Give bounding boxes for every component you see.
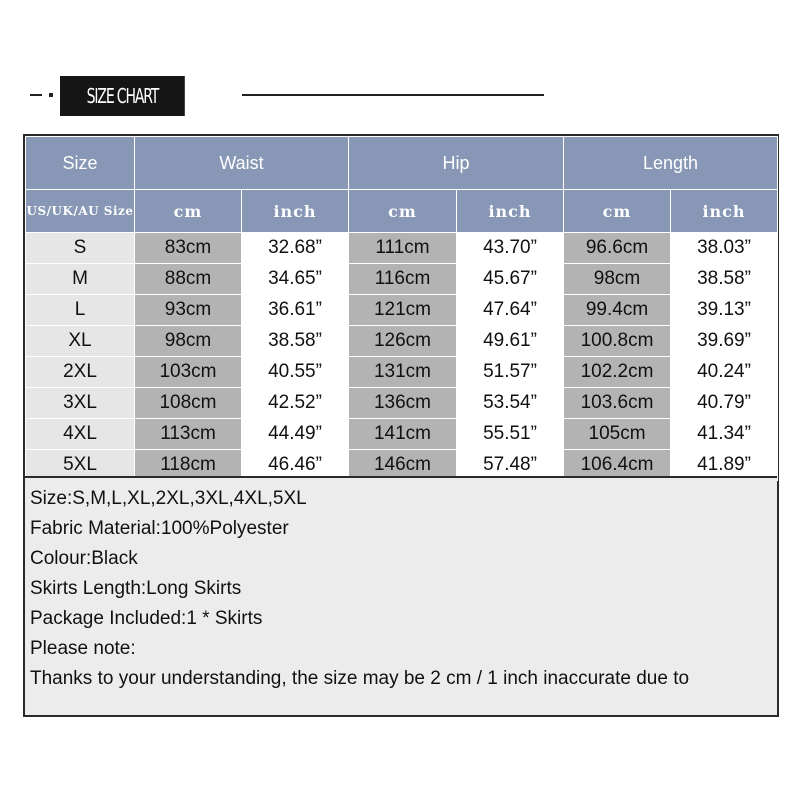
- note-sizes: Size:S,M,L,XL,2XL,3XL,4XL,5XL: [30, 488, 307, 509]
- waist-inch-cell: 32.68”: [242, 233, 349, 264]
- hip-cm-cell: 136cm: [349, 388, 457, 419]
- col-header-waist: Waist: [135, 137, 349, 190]
- waist-inch-cell: 40.55”: [242, 357, 349, 388]
- length-cm-cell: 103.6cm: [564, 388, 671, 419]
- hip-cm-cell: 116cm: [349, 264, 457, 295]
- note-length: Skirts Length:Long Skirts: [30, 578, 242, 599]
- waist-inch-cell: 38.58”: [242, 326, 349, 357]
- length-cm-cell: 98cm: [564, 264, 671, 295]
- waist-cm-cell: 118cm: [135, 450, 242, 481]
- subheader-waist-inch: inch: [242, 190, 349, 233]
- hip-inch-cell: 45.67”: [457, 264, 564, 295]
- waist-cm-cell: 88cm: [135, 264, 242, 295]
- header-rule: [242, 94, 544, 96]
- length-cm-cell: 102.2cm: [564, 357, 671, 388]
- table-row: [26, 388, 778, 419]
- hip-inch-cell: 53.54”: [457, 388, 564, 419]
- waist-cm-cell: 103cm: [135, 357, 242, 388]
- header-dot: [49, 93, 53, 97]
- hip-cm-cell: 141cm: [349, 419, 457, 450]
- waist-cm-cell: 83cm: [135, 233, 242, 264]
- waist-inch-cell: 42.52”: [242, 388, 349, 419]
- length-inch-cell: 41.89”: [671, 450, 778, 481]
- length-inch-cell: 38.03”: [671, 233, 778, 264]
- size-cell: XL: [26, 326, 135, 357]
- table-row: [26, 357, 778, 388]
- hip-inch-cell: 49.61”: [457, 326, 564, 357]
- length-cm-cell: 106.4cm: [564, 450, 671, 481]
- size-cell: 2XL: [26, 357, 135, 388]
- waist-cm-cell: 108cm: [135, 388, 242, 419]
- length-inch-cell: 40.79”: [671, 388, 778, 419]
- col-header-hip: Hip: [349, 137, 564, 190]
- waist-cm-cell: 113cm: [135, 419, 242, 450]
- size-chart-frame: [23, 134, 779, 717]
- length-inch-cell: 38.58”: [671, 264, 778, 295]
- length-inch-cell: 39.13”: [671, 295, 778, 326]
- product-notes: [25, 476, 777, 715]
- size-table-body: [26, 233, 778, 481]
- table-row: [26, 326, 778, 357]
- note-colour: Colour:Black: [30, 548, 138, 569]
- subheader-waist-cm: cm: [135, 190, 242, 233]
- length-cm-cell: 96.6cm: [564, 233, 671, 264]
- size-cell: S: [26, 233, 135, 264]
- size-cell: 4XL: [26, 419, 135, 450]
- subheader-size-region: US/UK/AU Size: [26, 190, 135, 233]
- waist-inch-cell: 34.65”: [242, 264, 349, 295]
- col-header-size: Size: [26, 137, 135, 190]
- size-cell: M: [26, 264, 135, 295]
- length-inch-cell: 39.69”: [671, 326, 778, 357]
- waist-inch-cell: 46.46”: [242, 450, 349, 481]
- length-inch-cell: 40.24”: [671, 357, 778, 388]
- note-package: Package Included:1 * Skirts: [30, 608, 263, 629]
- waist-cm-cell: 93cm: [135, 295, 242, 326]
- hip-cm-cell: 111cm: [349, 233, 457, 264]
- subheader-hip-cm: cm: [349, 190, 457, 233]
- header-dash: [30, 94, 42, 96]
- table-row: [26, 264, 778, 295]
- length-cm-cell: 99.4cm: [564, 295, 671, 326]
- hip-inch-cell: 47.64”: [457, 295, 564, 326]
- hip-inch-cell: 51.57”: [457, 357, 564, 388]
- size-cell: L: [26, 295, 135, 326]
- waist-inch-cell: 36.61”: [242, 295, 349, 326]
- size-table: [25, 136, 778, 481]
- note-fabric: Fabric Material:100%Polyester: [30, 518, 289, 539]
- size-cell: 3XL: [26, 388, 135, 419]
- hip-cm-cell: 121cm: [349, 295, 457, 326]
- subheader-length-inch: inch: [671, 190, 778, 233]
- length-cm-cell: 100.8cm: [564, 326, 671, 357]
- subheader-hip-inch: inch: [457, 190, 564, 233]
- col-header-length: Length: [564, 137, 778, 190]
- hip-cm-cell: 131cm: [349, 357, 457, 388]
- note-please-note: Please note:: [30, 638, 136, 659]
- size-cell: 5XL: [26, 450, 135, 481]
- hip-cm-cell: 126cm: [349, 326, 457, 357]
- length-cm-cell: 105cm: [564, 419, 671, 450]
- table-row: [26, 419, 778, 450]
- table-row: [26, 233, 778, 264]
- hip-inch-cell: 55.51”: [457, 419, 564, 450]
- waist-cm-cell: 98cm: [135, 326, 242, 357]
- waist-inch-cell: 44.49”: [242, 419, 349, 450]
- note-disclaimer: Thanks to your understanding, the size may be 2 cm / 1 inch inaccurate due to: [30, 668, 690, 689]
- hip-cm-cell: 146cm: [349, 450, 457, 481]
- length-inch-cell: 41.34”: [671, 419, 778, 450]
- subheader-length-cm: cm: [564, 190, 671, 233]
- hip-inch-cell: 43.70”: [457, 233, 564, 264]
- hip-inch-cell: 57.48”: [457, 450, 564, 481]
- table-row: [26, 295, 778, 326]
- size-chart-badge: SIZE CHART: [60, 76, 185, 116]
